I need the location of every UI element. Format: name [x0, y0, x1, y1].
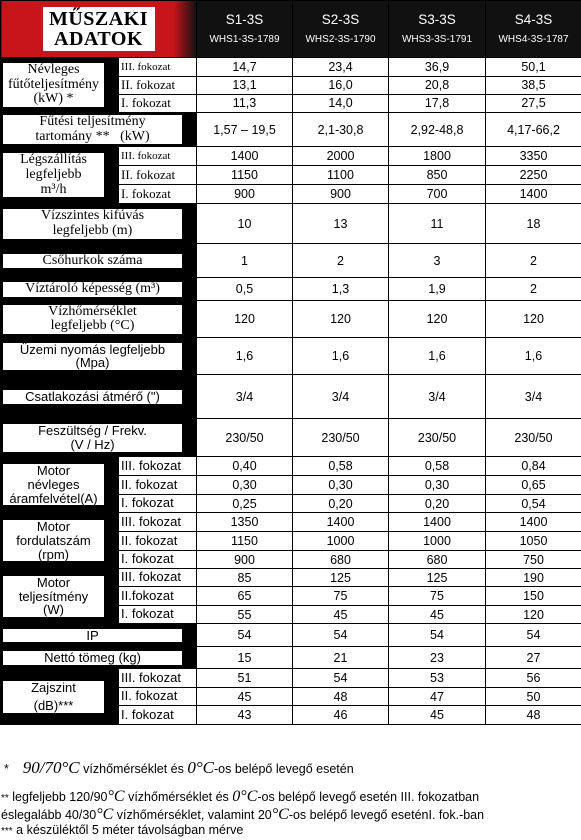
value-cell: 120	[197, 301, 293, 338]
label-throw: Vízszintes kifúvás legfeljebb (m)	[1, 204, 197, 244]
label-noise: Zajszint (dB)***	[1, 669, 119, 725]
header-row	[1, 1, 581, 58]
value-cell: 65	[197, 587, 293, 606]
level-label: II.fokozat	[119, 587, 197, 606]
table-row	[1, 58, 581, 77]
value-cell: 85	[197, 569, 293, 587]
value-cell: 1000	[389, 532, 486, 551]
value-cell: 54	[389, 624, 486, 647]
level-label: I. fokozat	[119, 185, 197, 204]
value-cell: 51	[197, 669, 293, 688]
level-label: I. fokozat	[119, 606, 197, 624]
label-connection: Csatlakozási átmérő (")	[1, 375, 197, 419]
table-row	[1, 244, 581, 278]
label-weight: Nettó tömeg (kg)	[1, 647, 197, 669]
model-header	[197, 1, 293, 58]
value-cell: 1000	[293, 532, 389, 551]
value-cell: 0,25	[197, 495, 293, 513]
model-code: WHS1-3S-1789	[209, 34, 280, 45]
value-cell: 20,8	[389, 77, 486, 95]
value-cell: 50,1	[486, 58, 581, 77]
value-cell: 1,6	[293, 338, 389, 375]
value-cell: 680	[389, 551, 486, 569]
value-cell: 0,30	[197, 476, 293, 495]
model-header	[293, 1, 389, 58]
value-cell: 27	[486, 647, 581, 669]
value-cell: 11	[389, 204, 486, 244]
level-label: II. fokozat	[119, 77, 197, 95]
value-cell: 1,57 – 19,5	[197, 113, 293, 147]
title-line2: ADATOK	[54, 28, 143, 50]
value-cell: 0,65	[486, 476, 581, 495]
value-cell: 2,92-48,8	[389, 113, 486, 147]
value-cell: 120	[389, 301, 486, 338]
table-row	[1, 419, 581, 457]
table-row	[1, 278, 581, 301]
value-cell: 150	[486, 587, 581, 606]
level-label: III. fokozat	[119, 669, 197, 688]
value-cell: 0,58	[389, 457, 486, 476]
value-cell: 50	[486, 688, 581, 706]
value-cell: 0,20	[389, 495, 486, 513]
value-cell: 48	[486, 706, 581, 725]
value-cell: 2000	[293, 147, 389, 166]
value-cell: 27,5	[486, 95, 581, 113]
value-cell: 230/50	[197, 419, 293, 457]
value-cell: 2	[293, 244, 389, 278]
value-cell: 0,30	[293, 476, 389, 495]
value-cell: 700	[389, 185, 486, 204]
value-cell: 3/4	[197, 375, 293, 419]
model-header	[486, 1, 581, 58]
value-cell: 23,4	[293, 58, 389, 77]
value-cell: 2	[486, 244, 581, 278]
value-cell: 54	[486, 624, 581, 647]
value-cell: 45	[389, 706, 486, 725]
value-cell: 23	[389, 647, 486, 669]
label-range: Fűtési teljesítmény tartomány ** (kW)	[1, 113, 197, 147]
value-cell: 47	[389, 688, 486, 706]
value-cell: 11,3	[197, 95, 293, 113]
level-label: I. fokozat	[119, 495, 197, 513]
title-cell	[1, 1, 197, 58]
value-cell: 43	[197, 706, 293, 725]
level-label: II. fokozat	[119, 532, 197, 551]
table-row	[1, 647, 581, 669]
label-current: Motor névleges áramfelvétel(A)	[1, 457, 119, 513]
value-cell: 1350	[197, 513, 293, 532]
value-cell: 1800	[389, 147, 486, 166]
value-cell: 120	[293, 301, 389, 338]
value-cell: 15	[197, 647, 293, 669]
value-cell: 38,5	[486, 77, 581, 95]
table-row	[1, 204, 581, 244]
label-temp: Vízhőmérséklet legfeljebb (°C)	[1, 301, 197, 338]
table-row	[1, 669, 581, 688]
value-cell: 1	[197, 244, 293, 278]
level-label: I. fokozat	[119, 551, 197, 569]
level-label: III. fokozat	[119, 457, 197, 476]
value-cell: 1100	[293, 166, 389, 185]
level-label: I. fokozat	[119, 706, 197, 725]
level-label: III. fokozat	[119, 569, 197, 587]
level-label: III. fokozat	[119, 513, 197, 532]
value-cell: 2	[486, 278, 581, 301]
value-cell: 190	[486, 569, 581, 587]
value-cell: 16,0	[293, 77, 389, 95]
value-cell: 1,6	[486, 338, 581, 375]
value-cell: 120	[486, 606, 581, 624]
value-cell: 45	[197, 688, 293, 706]
footnote-3: éslegalább 40/30°C vízhőmérséklet, valamint 20°C-os belépő levegő eseténI. fok.-ban	[1, 806, 485, 823]
value-cell: 18	[486, 204, 581, 244]
model-code: WHS2-3S-1790	[305, 34, 376, 45]
value-cell: 750	[486, 551, 581, 569]
value-cell: 14,0	[293, 95, 389, 113]
model-name: S3-3S	[418, 12, 456, 28]
value-cell: 45	[293, 606, 389, 624]
table-row	[1, 375, 581, 419]
value-cell: 75	[389, 587, 486, 606]
value-cell: 56	[486, 669, 581, 688]
table-row	[1, 147, 581, 166]
value-cell: 1,3	[293, 278, 389, 301]
table-row	[1, 113, 581, 147]
label-rpm: Motor fordulatszám (rpm)	[1, 513, 119, 569]
value-cell: 1,6	[197, 338, 293, 375]
value-cell: 54	[293, 624, 389, 647]
label-water: Víztároló képesség (m³)	[1, 278, 197, 301]
value-cell: 3	[389, 244, 486, 278]
value-cell: 54	[293, 669, 389, 688]
value-cell: 3/4	[293, 375, 389, 419]
value-cell: 1,9	[389, 278, 486, 301]
title-line1: MŰSZAKI	[48, 8, 149, 30]
value-cell: 0,30	[389, 476, 486, 495]
model-header	[389, 1, 486, 58]
value-cell: 120	[486, 301, 581, 338]
value-cell: 17,8	[389, 95, 486, 113]
model-name: S4-3S	[514, 12, 553, 28]
title-box	[43, 7, 155, 51]
model-name: S1-3S	[225, 12, 264, 28]
table-row	[1, 457, 581, 476]
value-cell: 55	[197, 606, 293, 624]
level-label: II. fokozat	[119, 476, 197, 495]
value-cell: 2,1-30,8	[293, 113, 389, 147]
value-cell: 0,20	[293, 495, 389, 513]
value-cell: 21	[293, 647, 389, 669]
level-label: III. fokozat	[119, 58, 197, 77]
value-cell: 0,54	[486, 495, 581, 513]
value-cell: 230/50	[486, 419, 581, 457]
level-label: II. fokozat	[119, 166, 197, 185]
value-cell: 14,7	[197, 58, 293, 77]
value-cell: 54	[197, 624, 293, 647]
footnote-1: * 90/70°C vízhőmérséklet és 0°C-os belépő levegő esetén	[4, 758, 354, 777]
table-row	[1, 624, 581, 647]
label-ip: IP	[1, 624, 197, 647]
value-cell: 1150	[197, 166, 293, 185]
label-pressure: Üzemi nyomás legfeljebb (Mpa)	[1, 338, 197, 375]
value-cell: 13,1	[197, 77, 293, 95]
value-cell: 4,17-66,2	[486, 113, 581, 147]
model-name: S2-3S	[321, 12, 360, 28]
value-cell: 1400	[486, 185, 581, 204]
table-row	[1, 301, 581, 338]
footnote-4: *** a készüléktől 5 méter távolságban mérve	[1, 823, 244, 837]
value-cell: 900	[197, 551, 293, 569]
value-cell: 45	[389, 606, 486, 624]
value-cell: 230/50	[293, 419, 389, 457]
level-label: I. fokozat	[119, 95, 197, 113]
model-code: WHS3-3S-1791	[401, 34, 473, 45]
footnote-2: ** legfeljebb 120/90°C vízhőmérséklet és 0°C-os belépő levegő esetén III. fokozatban	[1, 788, 480, 805]
table-row	[1, 569, 581, 587]
value-cell: 48	[293, 688, 389, 706]
value-cell: 13	[293, 204, 389, 244]
value-cell: 2250	[486, 166, 581, 185]
level-label: III. fokozat	[119, 147, 197, 166]
value-cell: 1150	[197, 532, 293, 551]
value-cell: 53	[389, 669, 486, 688]
value-cell: 680	[293, 551, 389, 569]
value-cell: 0,40	[197, 457, 293, 476]
value-cell: 75	[293, 587, 389, 606]
footnote-temp: 90/70°C	[22, 758, 80, 777]
value-cell: 0,5	[197, 278, 293, 301]
value-cell: 1400	[389, 513, 486, 532]
value-cell: 125	[389, 569, 486, 587]
value-cell: 0,58	[293, 457, 389, 476]
value-cell: 125	[293, 569, 389, 587]
label-voltage: Feszültség / Frekv. (V / Hz)	[1, 419, 197, 457]
label-coils: Csőhurkok száma	[1, 244, 197, 278]
value-cell: 3/4	[389, 375, 486, 419]
level-label: II. fokozat	[119, 688, 197, 706]
value-cell: 900	[197, 185, 293, 204]
label-heating: Névleges fűtőteljesítmény (kW) *	[1, 58, 119, 113]
value-cell: 1400	[197, 147, 293, 166]
model-code: WHS4-3S-1787	[498, 34, 569, 45]
value-cell: 1,6	[389, 338, 486, 375]
value-cell: 0,84	[486, 457, 581, 476]
value-cell: 1400	[293, 513, 389, 532]
label-airflow: Légszállítás legfeljebb m³/h	[1, 147, 119, 204]
value-cell: 3350	[486, 147, 581, 166]
value-cell: 850	[389, 166, 486, 185]
value-cell: 3/4	[486, 375, 581, 419]
value-cell: 10	[197, 204, 293, 244]
value-cell: 1050	[486, 532, 581, 551]
label-power: Motor teljesítmény (W)	[1, 569, 119, 624]
value-cell: 36,9	[389, 58, 486, 77]
table-row	[1, 338, 581, 375]
table-row	[1, 513, 581, 532]
value-cell: 900	[293, 185, 389, 204]
value-cell: 230/50	[389, 419, 486, 457]
value-cell: 46	[293, 706, 389, 725]
value-cell: 1400	[486, 513, 581, 532]
